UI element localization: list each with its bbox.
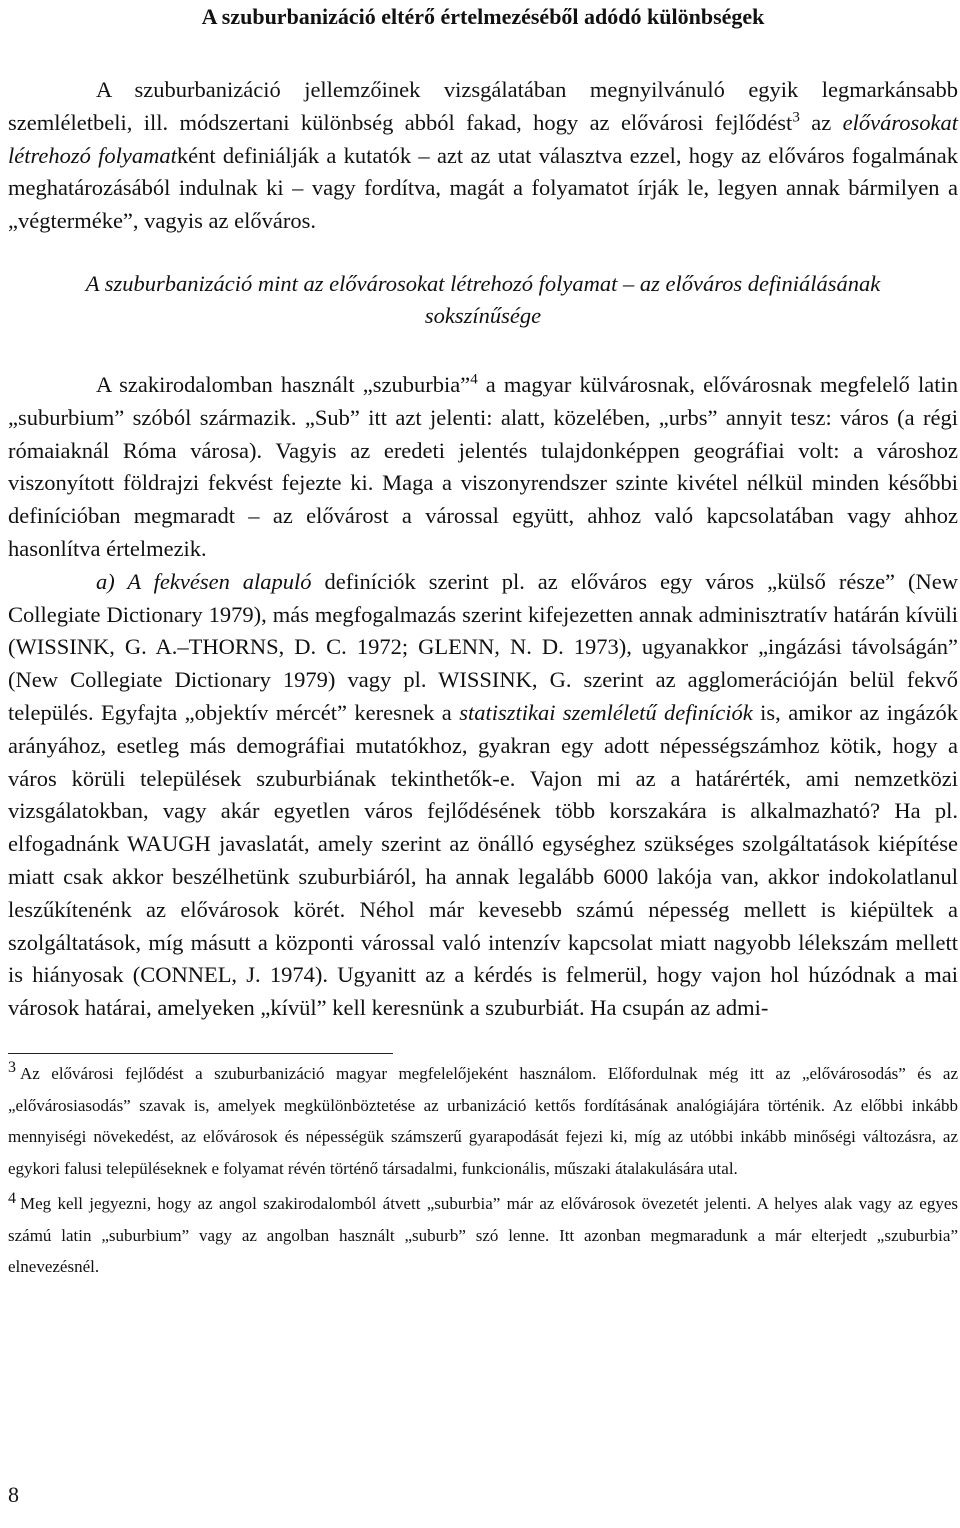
footnote-3-number: 3 (8, 1059, 16, 1077)
footnote-separator (8, 1053, 393, 1054)
paragraph-suburbia-text-a: A szakirodalomban használt „szuburbia” (96, 371, 471, 397)
footnote-4 (8, 1188, 958, 1283)
footnote-3-text: Az elővárosi fejlődést a szuburbanizáció magyar megfelelőjeként használom. Előfordulnak még itt az „elővárosodás” és az „elővárosiasodás” szavak is, amelyek megkülönböztetése az urbanizáció kettős fordításának analógiájára történik. Az előbbi inkább mennyiségi növekedést, az elővárosok és népességük számszerű gyarapodását fejezi ki, míg az utóbbi inkább minőségi változásra, az egykori falusi településeknek e folyamat révén történő társadalmi, funkcionális, műszaki átalakulására utal. (8, 1063, 958, 1178)
paragraph-intro (8, 74, 958, 238)
paragraph-intro-italic: elővárosokat létrehozó folyamat (8, 109, 958, 168)
paragraph-intro-text-c: ként definiálják a kutatók – azt az utat választva ezzel, hogy az előváros fogalmának meghatározásából indulnak ki – vagy fordítva, magát a folyamatot írják le, legyen annak bármilyen a „végterméke”, vagyis az előváros. (8, 142, 958, 234)
paragraph-suburbia (8, 369, 958, 566)
paragraph-definitions-italic-1: a) A fekvésen alapuló (96, 568, 312, 594)
footnote-3 (8, 1058, 958, 1184)
paragraph-definitions-text-1: definíciók szerint pl. az előváros egy város „külső része” (New Collegiate Dictionary 1979), más megfogalmazás szerint kifejezetten annak adminisztratív határán kívüli (WISSINK, G. A.–THORNS, D. C. 1972; GLENN, N. D. 1973), ugyanakkor „ingázási távolságán” (New Collegiate Dictionary 1979) vagy pl. WISSINK, G. szerint az agglomerációján belül fekvő település. Egyfajta „objektív mércét” keresnek a (8, 568, 959, 725)
document-page (8, 0, 958, 1283)
section-heading: A szuburbanizáció eltérő értelmezéséből adódó különbségek (201, 4, 765, 29)
footnote-ref-4[interactable]: 4 (470, 371, 478, 388)
paragraph-intro-text-b: az (799, 109, 843, 135)
footnote-4-text: Meg kell jegyezni, hogy az angol szakirodalomból átvett „suburbia” már az elővárosok övezetét jelenti. A helyes alak vagy az egyes számú latin „suburbium” vagy az angolban használt „suburb” szó lenne. Itt azonban megmaradunk a már elterjedt „szuburbia” elnevezésnél. (8, 1194, 958, 1277)
paragraph-suburbia-text-b: a magyar külvárosnak, elővárosnak megfelelő latin „suburbium” szóból származik. „Sub” itt azt jelenti: alatt, közelében, „urbs” annyit tesz: város (a régi rómaiaknál Róma városa). Vagyis az eredeti jelentés tulajdonképpen geográfiai volt: a városhoz viszonyított földrajzi fekvést fejezte ki. Maga a viszonyrendszer szinte kivétel nélkül minden későbbi definícióban megmaradt – az elővárost a várossal együtt, ahhoz való kapcsolatában vagy ahhoz hasonlítva értelmezik. (8, 371, 958, 561)
paragraph-definitions (8, 566, 958, 1025)
subheading: A szuburbanizáció mint az elővárosokat létrehozó folyamat – az előváros definiálásának sokszínűsége (85, 270, 881, 328)
page-number: 8 (8, 1482, 19, 1507)
footnote-ref-3[interactable]: 3 (792, 109, 800, 126)
footnote-4-number: 4 (8, 1189, 16, 1207)
paragraph-definitions-italic-2: statisztikai szemléletű definíciók (459, 699, 753, 725)
paragraph-intro-text-a: A szuburbanizáció jellemzőinek vizsgálatában megnyilvánuló egyik legmarkánsabb szemléletbeli, ill. módszertani különbség abból fakad, hogy az elővárosi fejlődést (8, 77, 958, 135)
paragraph-definitions-text-2: is, amikor az ingázók arányához, esetleg más demográfiai mutatókhoz, gyakran egy adott népességszámhoz kötik, hogy a város körüli települések szuburbiának tekinthetők-e. Vajon mi az a határérték, ami nemzetközi vizsgálatokban, vagy akár egyetlen város fejlődésének több korszakára is alkalmazható? Ha pl. elfogadnánk WAUGH javaslatát, amely szerint az önálló egységhez szükséges szolgáltatások kiépítése miatt csak akkor beszélhetünk szuburbiáról, ha annak legalább 6000 lakója van, akkor indokolatlanul leszűkítenénk az elővárosok körét. Néhol már kevesebb számú népesség mellett is kiépültek a szolgáltatások, míg másutt a központi várossal való intenzív kapcsolat miatt nagyobb lélekszám mellett is hiányosak (CONNEL, J. 1974). Ugyanitt az a kérdés is felmerül, hogy vajon hol húzódnak a mai városok határai, amelyeken „kívül” kell keresnünk a szuburbiát. Ha csupán az admi- (8, 699, 958, 1021)
